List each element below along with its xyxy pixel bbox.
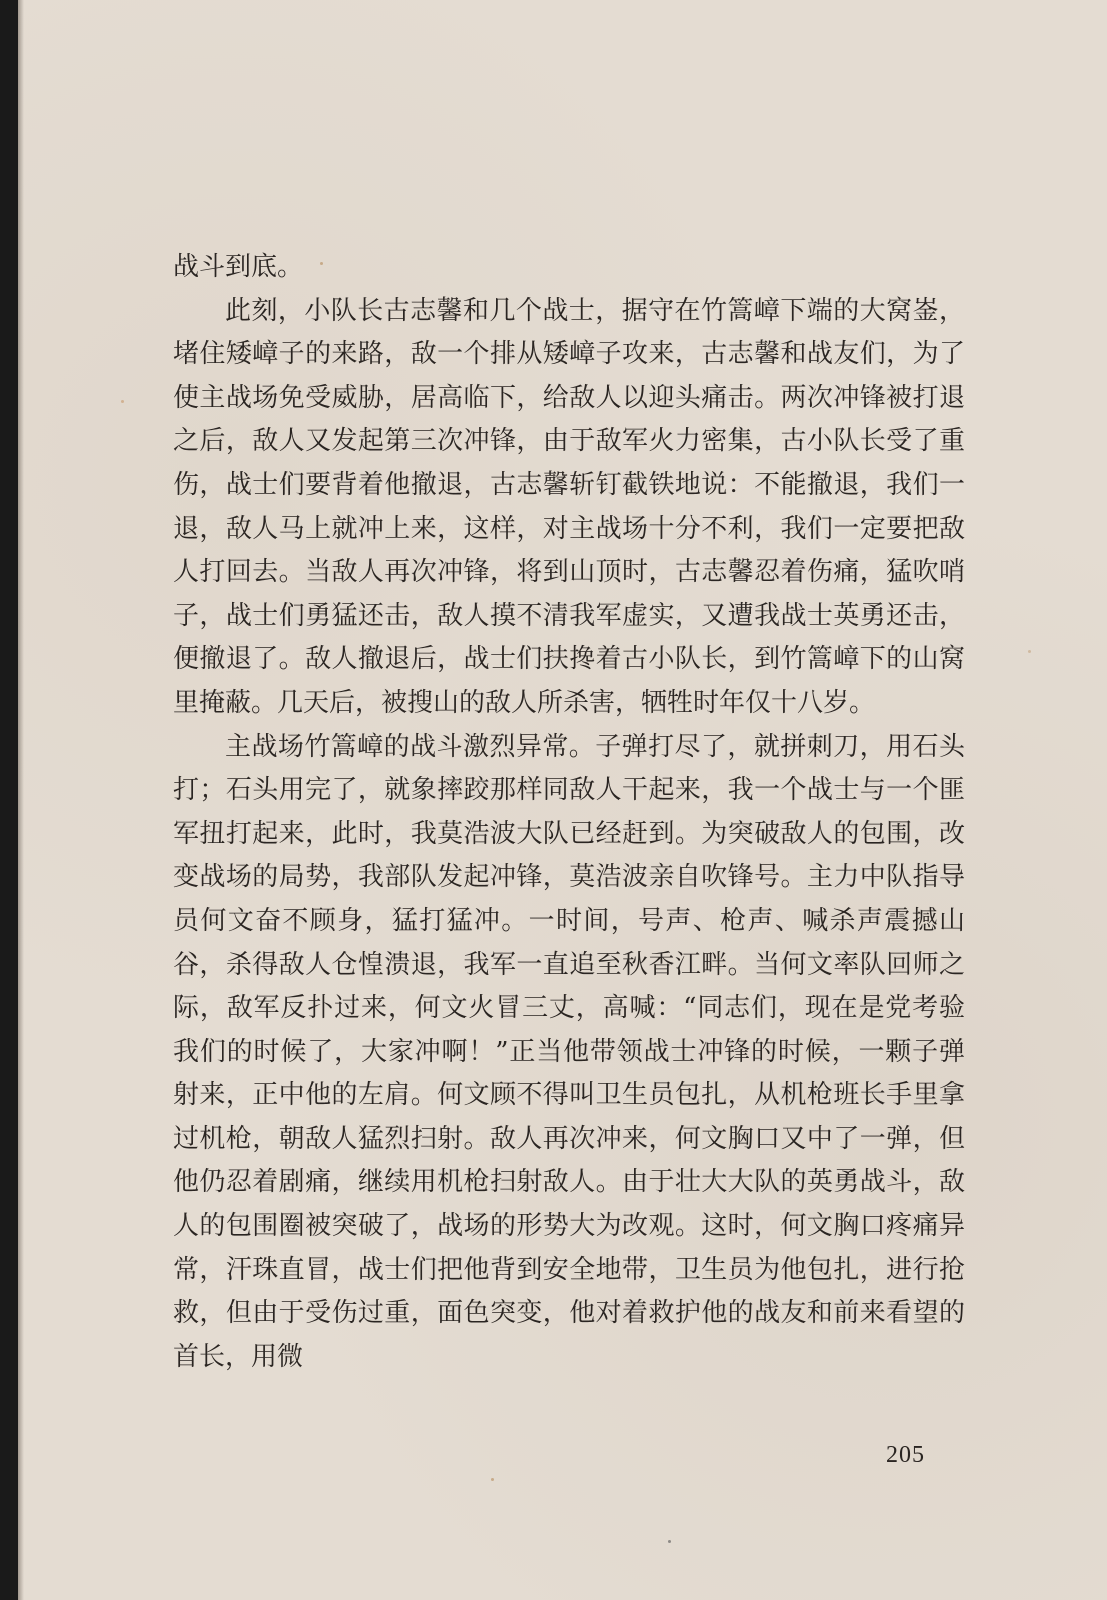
paragraph-3: 主战场竹篙嶂的战斗激烈异常。子弹打尽了，就拼刺刀，用石头打；石头用完了，就象摔跤那样同敌人干起来，我一个战士与一个匪军扭打起来，此时，我莫浩波大队已经赶到。为突破敌人的包围，改变战场的局势，我部队发起冲锋，莫浩波亲自吹锋号。主力中队指导员何文奋不顾身，猛打猛冲。一时间，号声、枪声、喊杀声震撼山谷，杀得敌人仓惶溃退，我军一直追至秋香江畔。当何文率队回师之际，敌军反扑过来，何文火冒三丈，高喊：“同志们，现在是党考验我们的时候了，大家冲啊！”正当他带领战士冲锋的时候，一颗子弹射来，正中他的左肩。何文顾不得叫卫生员包扎，从机枪班长手里拿过机枪，朝敌人猛烈扫射。敌人再次冲来，何文胸口又中了一弹，但他仍忍着剧痛，继续用机枪扫射敌人。由于壮大大队的英勇战斗，敌人的包围圈被突破了，战场的形势大为改观。这时，何文胸口疼痛异常，汗珠直冒，战士们把他背到安全地带，卫生员为他包扎，进行抢救，但由于受伤过重，面色突变，他对着救护他的战友和前来看望的首长，用微 — [173, 731, 965, 1372]
paper-speck — [1028, 650, 1031, 653]
page-number: 205 — [886, 1442, 925, 1468]
paper-speck — [121, 400, 124, 403]
paragraph-2: 此刻，小队长古志馨和几个战士，据守在竹篙嶂下端的大窝崟，堵住矮嶂子的来路，敌一个排从矮嶂子攻来，古志馨和战友们，为了使主战场免受威胁，居高临下，给敌人以迎头痛击。两次冲锋被打退之后，敌人又发起第三次冲锋，由于敌军火力密集，古小队长受了重伤，战士们要背着他撤退，古志馨斩钉截铁地说：不能撤退，我们一退，敌人马上就冲上来，这样，对主战场十分不利，我们一定要把敌人打回去。当敌人再次冲锋，将到山顶时，古志馨忍着伤痛，猛吹哨子，战士们勇猛还击，敌人摸不清我军虚实，又遭我战士英勇还击，便撤退了。敌人撤退后，战士们扶搀着古小队长，到竹篙嶂下的山窝里掩蔽。几天后，被搜山的敌人所杀害，牺牲时年仅十八岁。 — [173, 295, 965, 718]
body-text — [173, 246, 965, 1379]
paper-speck — [668, 1540, 671, 1543]
paper-speck — [491, 1478, 494, 1481]
book-page — [18, 0, 1107, 1600]
paragraph-1: 战斗到底。 — [173, 252, 304, 282]
